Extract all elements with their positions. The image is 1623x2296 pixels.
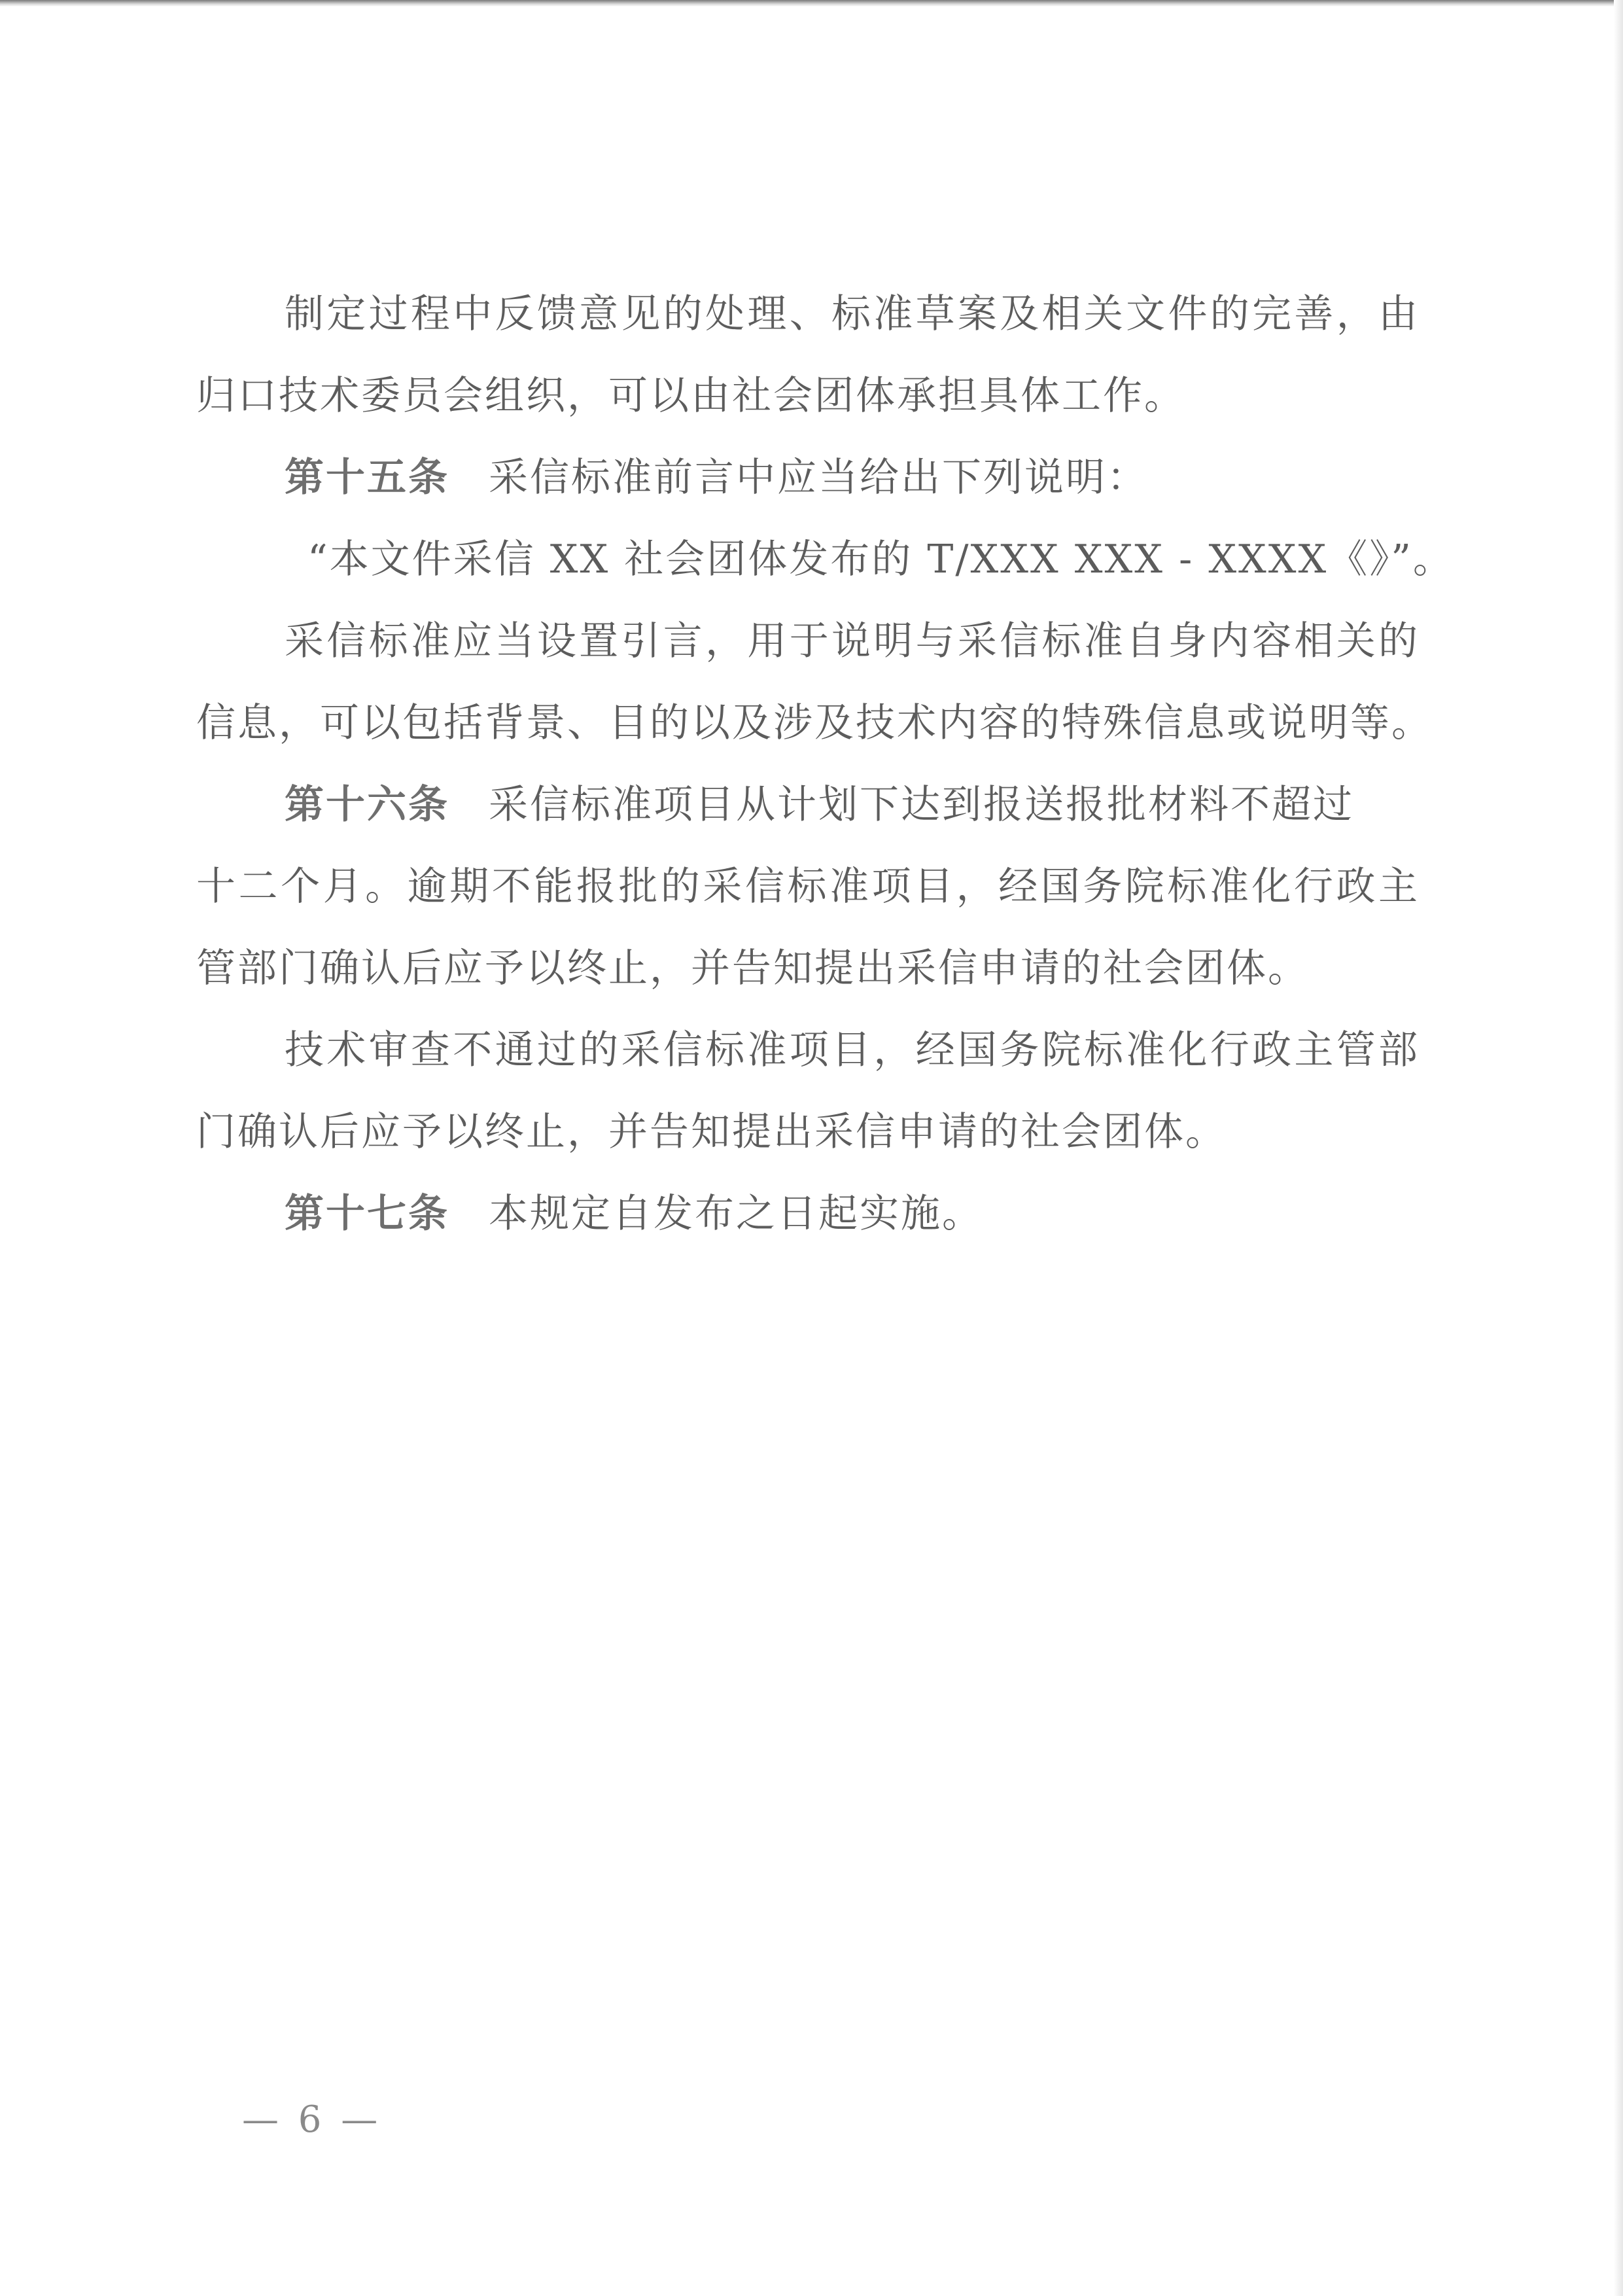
page-number: — 6 — <box>242 2098 382 2141</box>
article-heading: 第十六条 <box>285 782 449 828</box>
text-line: 门确认后应予以终止，并告知提出采信申请的社会团体。 <box>196 1109 1227 1155</box>
article-17 <box>285 1188 983 1240</box>
text-line: 采信标准前言中应当给出下列说明： <box>489 455 1148 501</box>
article-heading: 第十七条 <box>285 1191 449 1237</box>
article-heading: 第十五条 <box>285 455 449 501</box>
text-line: 归口技术委员会组织，可以由社会团体承担具体工作。 <box>196 373 1185 419</box>
scan-edge-top <box>0 0 1623 7</box>
text-line: 本规定自发布之日起实施。 <box>489 1191 983 1237</box>
text-line: 十二个月。逾期不能报批的采信标准项目，经国务院标准化行政主 <box>196 864 1420 910</box>
article-16 <box>285 779 1354 831</box>
text-line: 技术审查不通过的采信标准项目，经国务院标准化行政主管部 <box>285 1027 1420 1073</box>
text-line: 采信标准应当设置引言，用于说明与采信标准自身内容相关的 <box>285 618 1420 664</box>
article-15 <box>285 451 1148 504</box>
text-line: 信息，可以包括背景、目的以及涉及技术内容的特殊信息或说明等。 <box>196 700 1433 746</box>
quoted-statement: “本文件采信 XX 社会团体发布的 T/XXX XXX - XXXX《》”。 <box>307 537 1454 582</box>
text-line: 管部门确认后应予以终止，并告知提出采信申请的社会团体。 <box>196 945 1309 991</box>
scan-edge-right <box>1614 0 1623 2296</box>
text-line: 制定过程中反馈意见的处理、标准草案及相关文件的完善，由 <box>285 291 1420 337</box>
text-line: 采信标准项目从计划下达到报送报批材料不超过 <box>489 782 1354 828</box>
